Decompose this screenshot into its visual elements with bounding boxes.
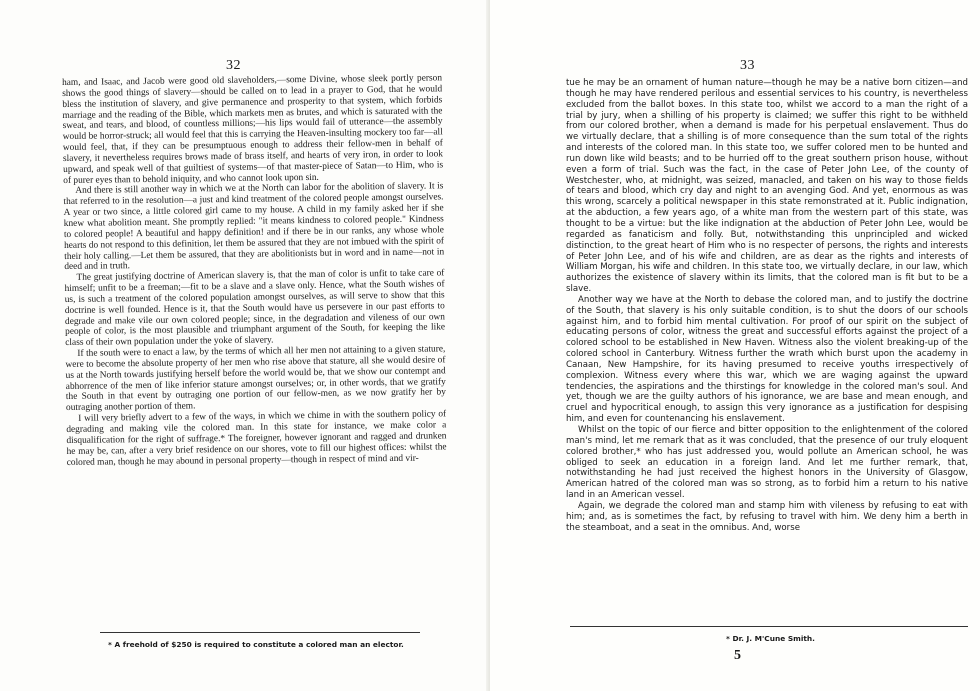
paragraph: ham, and Isaac, and Jacob were good old slaveholders,—some Divine, whose sleek portly person shows the good things of slavery—should be called on to lead in a prayer to God, that he would bless the institution of slavery, and give permanence and prosperity to that system, which forbids marriage and the reading of the Bible, which markets men as brutes, and which is saturated with the sweat, and tears, and blood, of countless millions;—his lips would fail of utterance—the assembly would be horror-struck; all would feel that this is carrying the Heaven-insulting mockery too far—all would feel, that, if they can be presumptuous enough to address their fellow-men in behalf of slavery, it nevertheless requires brows made of brass itself, and hearts of very iron, in order to look upward, and speak well of that guiltiest of systems—of that master-piece of Satan—to Him, who is of purer eyes than to behold iniquity, and who cannot look upon sin. <box>62 73 444 186</box>
paragraph: And there is still another way in which we at the North can labor for the abolition of slavery. It is that referred to in the resolution—a just and kind treatment of the colored people amongst ourselves. A year or two since, a little colored girl came to my house. A child in my family asked her if she knew what abolition meant. She promptly replied: "it means kindness to colored people." Kindness to colored people! A beautiful and happy definition! and if there be in our ranks, any whose whole hearts do not respond to this definition, let them be assured that they are not imbued with the spirit of their holy calling.—Let them be assured, that they are abolitionists but in word and in name—not in deed and in truth. <box>63 181 445 273</box>
paragraph: Again, we degrade the colored man and stamp him with vileness by refusing to eat with him; and, as is sometimes the fact, by refusing to travel with him. We deny him a berth in the steamboat, and a seat in the omnibus. And, worse <box>566 500 968 533</box>
paragraph: Whilst on the topic of our fierce and bitter opposition to the enlightenment of the colored man's mind, let me remark that as it was concluded, that the presence of our truly eloquent colored brother,* who has just addressed you, would pollute an American school, he was obliged to seek an education in a foreign land. And let me further remark, that, notwithstanding he had just received the highest honors in the University of Glasgow, American hatred of the colored man was so strong, as to forbid him a return to his native land in an American vessel. <box>566 425 968 501</box>
footnote-divider <box>100 632 420 633</box>
paragraph: If the south were to enact a law, by the terms of which all her men not attaining to a given stature, were to become the absolute property of her men who rise above that stature, all she would desire of us at the North towards justifying herself before the world would be, that we show our contempt and abhorrence of the men of like inferior stature amongst ourselves; or, in other words, that we gratify the South in that event by outraging one portion of our fellow-men, as we now gratify her by outraging another portion of them. <box>65 344 446 414</box>
right-page <box>490 0 980 691</box>
page-number: 32 <box>226 58 241 73</box>
paragraph: tue he may be an ornament of human nature—though he may be a native born citizen—and though he may have rendered perilous and essential services to his country, is nevertheless excluded from the ballot boxes. In this state too, whilst we accord to a man the right of a trial by jury, when a shilling of his property is claimed; we suffer this right to be withheld from our colored brother, when a demand is made for his perpetual enslavement. Thus do we virtually declare, that a shilling is of more consequence than the sum total of the rights and interests of the colored man. In this state too, we suffer colored men to be hunted and run down like wild beasts; and to be hurried off to the great southern prison house, without even a form of trial. Such was the fact, in the case of Peter John Lee, of the county of Westchester, who, at midnight, was seized, manacled, and taken on his way to those fields of tears and blood, which cry day and night to an avenging God. And yet, enormous as was this wrong, scarcely a political newspaper in this state remonstrated at it. Public indignation, at the abduction, a few years ago, of a white man from the western part of this state, was thought to be a virtue: but the like indignation at the abduction of Peter John Lee, would be regarded as fanaticism and folly. But, notwithstanding this unprincipled and wicked distinction, to the great heart of Him who is no respecter of persons, the rights and interests of Peter John Lee, and of his wife and children, are as dear as the rights and interests of William Morgan, his wife and children. In this state too, we virtually declare, in our law, which authorizes the existence of slavery within its limits, that the colored man is fit but to be a slave. <box>566 78 968 295</box>
paragraph: Another way we have at the North to debase the colored man, and to justify the doctrine of the South, that slavery is his only suitable condition, is to shut the doors of our schools against him, and to forbid him mental cultivation. For proof of our spirit on the subject of educating persons of color, witness the great and successful efforts against the project of a colored school to be established in New Haven. Witness also the violent breaking-up of the colored school in Canterbury. Witness further the wrath which burst upon the academy in Canaan, New Hampshire, for its having presumed to receive youths irrespectively of complexion. Witness every where this war, which we are waging against the upward tendencies, the aspirations and the thirstings for knowledge in the colored man's soul. And yet, though we are the guilty authors of his ignorance, we are base and mean enough, and cruel and hypocritical enough, to assign this very ignorance as a justification for despising him, and even for countenancing his enslavement. <box>566 294 968 425</box>
body-text <box>566 78 968 533</box>
body-text <box>62 73 447 468</box>
signature-mark: 5 <box>734 648 741 663</box>
footnote-divider <box>570 626 968 627</box>
footnote: * Dr. J. M'Cune Smith. <box>726 634 815 643</box>
paragraph: The great justifying doctrine of American slavery is, that the man of color is unfit to take care of himself; unfit to be a freeman;—fit to be a slave and a slave only. Hence, what the South wishes of us, is such a treatment of the colored population amongst ourselves, as will serve to show that this doctrine is well founded. Hence is it, that the South would have us persevere in our past efforts to degrade and make vile our own colored people; since, in the degradation and vileness of our own people of color, is the most plausible and triumphant argument of the South, for keeping the like class of their own population under the yoke of slavery. <box>64 268 446 349</box>
footnote: * A freehold of $250 is required to constitute a colored man an elector. <box>108 640 404 649</box>
paragraph: I will very briefly advert to a few of the ways, in which we chime in with the southern policy of degrading and making vile the colored man. In this state for instance, we make color a disqualification for the right of suffrage.* The foreigner, however ignorant and ragged and drunken he may be, can, after a very brief residence on our shores, vote to fill our highest offices: whilst the colored man, though he may abound in personal property—though in respect of mind and vir- <box>66 409 447 468</box>
page-number: 33 <box>740 58 755 73</box>
